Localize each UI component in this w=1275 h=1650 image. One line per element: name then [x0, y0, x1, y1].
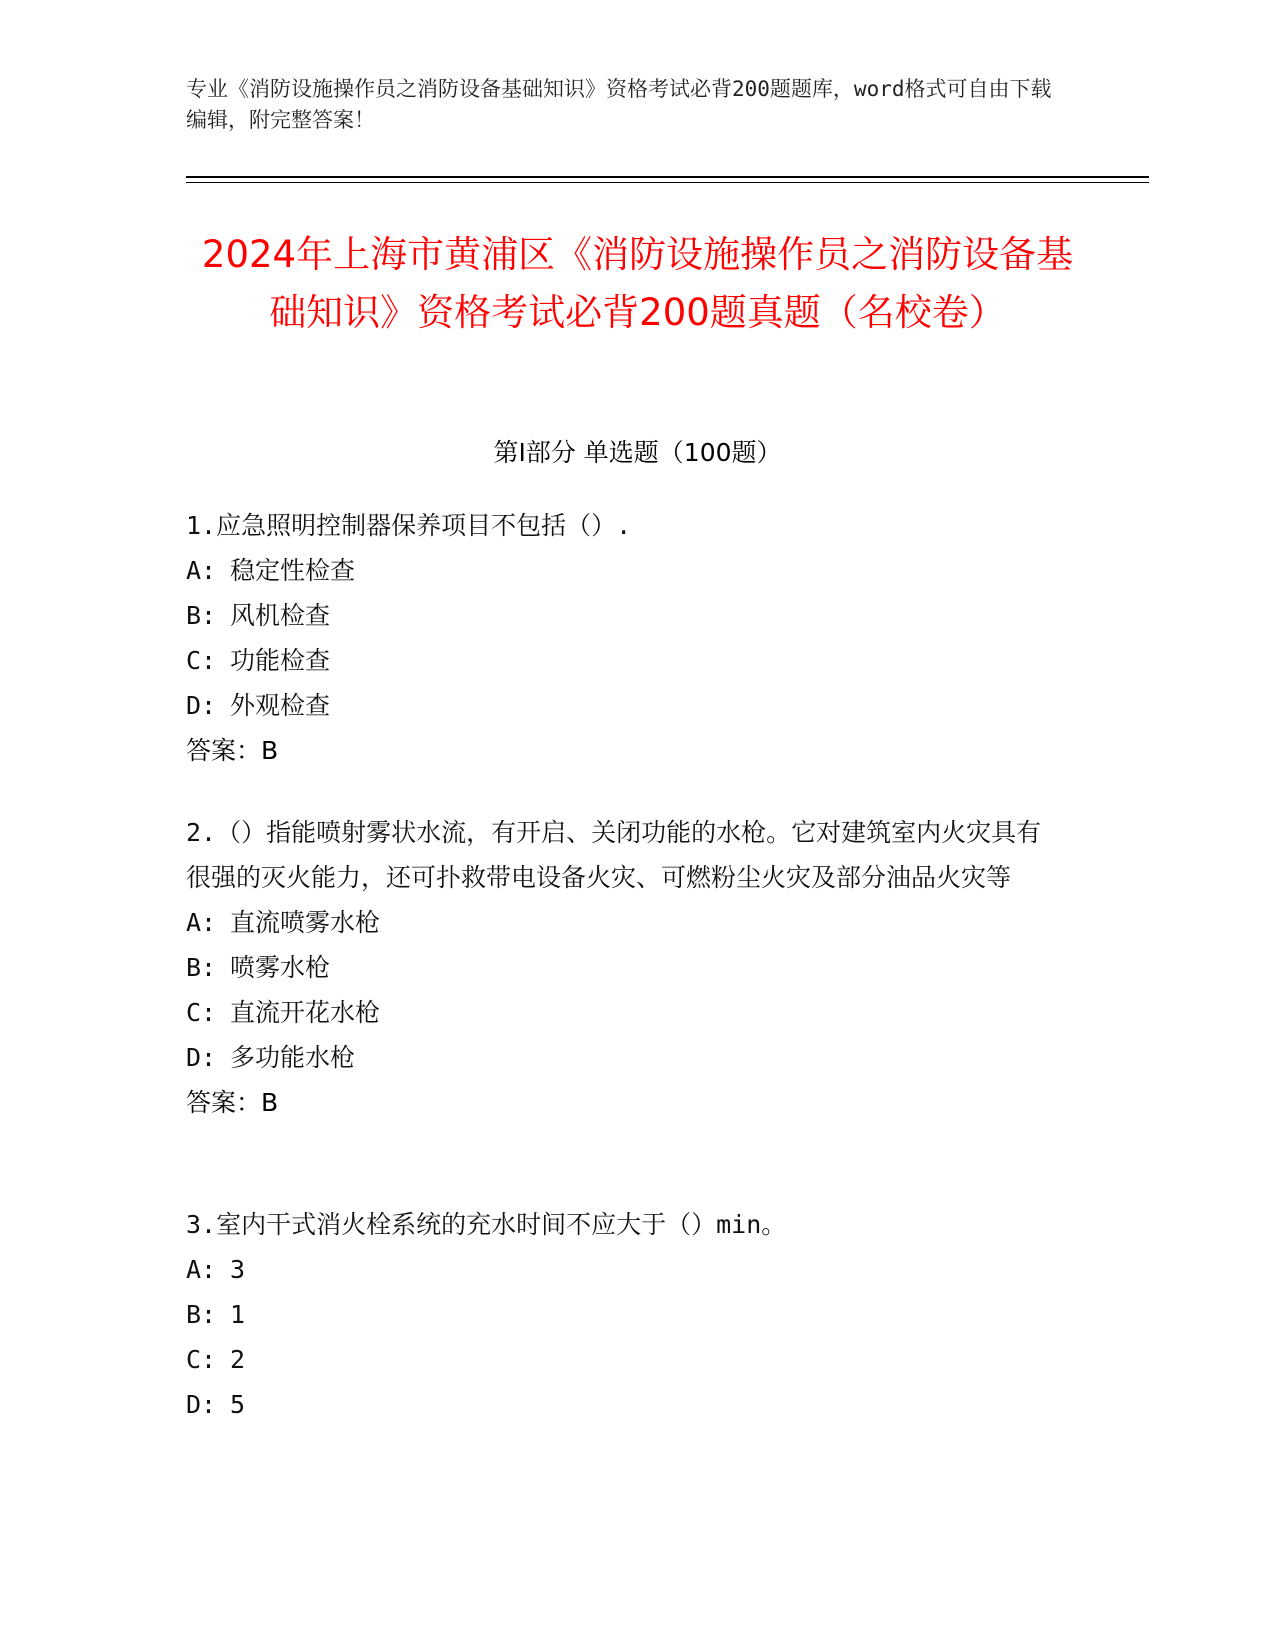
option-letter: A: — [186, 556, 217, 585]
option-text: 喷雾水枪 — [230, 953, 331, 982]
option-letter: A: — [186, 1255, 217, 1284]
option-letter: D: — [186, 691, 217, 720]
option-a — [186, 900, 1066, 945]
option-text: 5 — [230, 1390, 246, 1419]
question-2 — [186, 810, 1066, 1125]
question-text: 2.（）指能喷射雾状水流，有开启、关闭功能的水枪。它对建筑室内火灾具有很强的灭火能力，还可扑救带电设备火灾、可燃粉尘火灾及部分油品火灾等 — [186, 818, 1042, 892]
header-note: 专业《消防设施操作员之消防设备基础知识》资格考试必背200题题库，word格式可自由下载编辑，附完整答案！ — [186, 77, 1052, 132]
option-text: 直流喷雾水枪 — [230, 908, 381, 937]
option-c — [186, 990, 1066, 1035]
option-d — [186, 1382, 1066, 1427]
question-text: 3.室内干式消火栓系统的充水时间不应大于（）min。 — [186, 1210, 787, 1239]
document-title: 2024年上海市黄浦区《消防设施操作员之消防设备基础知识》资格考试必背200题真题（名校卷） — [201, 233, 1074, 334]
option-text: 稳定性检查 — [230, 556, 356, 585]
option-c — [186, 638, 1066, 683]
header-rule-thin — [186, 182, 1149, 183]
option-a — [186, 548, 1066, 593]
option-letter: D: — [186, 1390, 217, 1419]
option-c — [186, 1337, 1066, 1382]
option-text: 直流开花水枪 — [230, 998, 381, 1027]
option-text: 3 — [230, 1255, 246, 1284]
option-text: 功能检查 — [230, 646, 331, 675]
option-b — [186, 945, 1066, 990]
option-text: 风机检查 — [230, 601, 331, 630]
option-text: 多功能水枪 — [230, 1043, 356, 1072]
option-letter: C: — [186, 1345, 217, 1374]
option-text: 2 — [230, 1345, 246, 1374]
option-b — [186, 1292, 1066, 1337]
question-1 — [186, 503, 1066, 773]
answer: 答案：B — [186, 1088, 279, 1117]
answer: 答案：B — [186, 736, 279, 765]
option-letter: D: — [186, 1043, 217, 1072]
section-title: 第Ⅰ部分 单选题（100题） — [493, 438, 782, 467]
option-a — [186, 1247, 1066, 1292]
question-3 — [186, 1202, 1066, 1427]
option-letter: A: — [186, 908, 217, 937]
option-letter: B: — [186, 953, 217, 982]
option-letter: C: — [186, 998, 217, 1027]
option-letter: B: — [186, 601, 217, 630]
option-d — [186, 1035, 1066, 1080]
header-rule-thick — [186, 176, 1149, 178]
option-text: 外观检查 — [230, 691, 331, 720]
option-letter: C: — [186, 646, 217, 675]
option-b — [186, 593, 1066, 638]
option-letter: B: — [186, 1300, 217, 1329]
question-text: 1.应急照明控制器保养项目不包括（）. — [186, 511, 632, 540]
option-d — [186, 683, 1066, 728]
option-text: 1 — [230, 1300, 246, 1329]
